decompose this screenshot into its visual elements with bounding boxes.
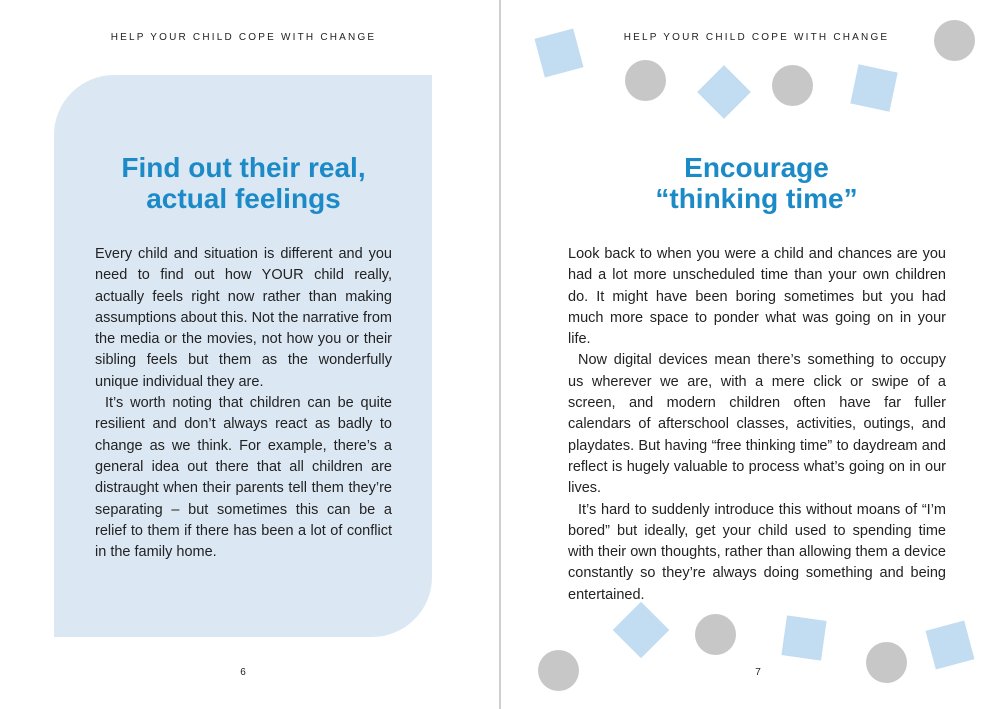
decor-square xyxy=(697,65,751,119)
right-paragraph-3: It’s hard to suddenly introduce this without moans of “I’m bored” but ideally, get your child used to spending time with their own thoughts, rather than allowing them a device constantly so they’re always doing something and being entertained. xyxy=(568,501,946,603)
left-page xyxy=(0,0,499,709)
decor-circle xyxy=(695,614,736,655)
decor-square xyxy=(613,602,670,659)
left-paragraph-1: Every child and situation is different and you need to find out how YOUR child really, actually feels right now rather than making assumptions about this. Not the narrative from the media or the movies, not how you or their sibling feels but them as the wonderfully unique individual they are. xyxy=(95,246,392,390)
left-page-number: 6 xyxy=(240,667,246,678)
running-head-right: HELP YOUR CHILD COPE WITH CHANGE xyxy=(623,32,890,43)
decor-circle xyxy=(866,642,907,683)
decor-circle xyxy=(772,65,813,106)
decor-square xyxy=(850,64,897,111)
right-body-text xyxy=(568,244,946,606)
right-heading xyxy=(507,152,1000,214)
right-heading-line-2: “thinking time” xyxy=(655,183,858,214)
right-heading-line-1: Encourage xyxy=(684,152,829,183)
left-heading-line-2: actual feelings xyxy=(146,183,341,214)
right-paragraph-1: Look back to when you were a child and chances are you had a lot more unscheduled time than your own children do. It might have been boring sometimes but you had much more space to ponder what was going on in your life. xyxy=(568,246,946,348)
left-paragraph-2: It’s worth noting that children can be quite resilient and don’t always react as badly to change as we think. For example, there’s a general idea out there that all children are distraught when their parents tell them they’re separating – but sometimes this can be a relief to them if there has been a lot of conflict in the family home. xyxy=(95,395,392,561)
decor-circle xyxy=(625,60,666,101)
left-heading xyxy=(0,152,493,214)
running-head-left: HELP YOUR CHILD COPE WITH CHANGE xyxy=(110,32,377,43)
left-heading-line-1: Find out their real, xyxy=(121,152,366,183)
decor-square xyxy=(926,621,975,670)
decor-circle xyxy=(538,650,579,691)
left-body-text xyxy=(95,244,392,563)
right-paragraph-2: Now digital devices mean there’s something to occupy us wherever we are, with a mere click or swipe of a screen, and modern children often have far fuller calendars of afterschool classes, activities, outings, and playdates. But having “free thinking time” to daydream and reflect is hugely valuable to process what’s going on in our lives. xyxy=(568,352,946,497)
right-page xyxy=(501,0,1000,709)
right-page-number: 7 xyxy=(755,667,761,678)
decor-square xyxy=(781,615,826,660)
